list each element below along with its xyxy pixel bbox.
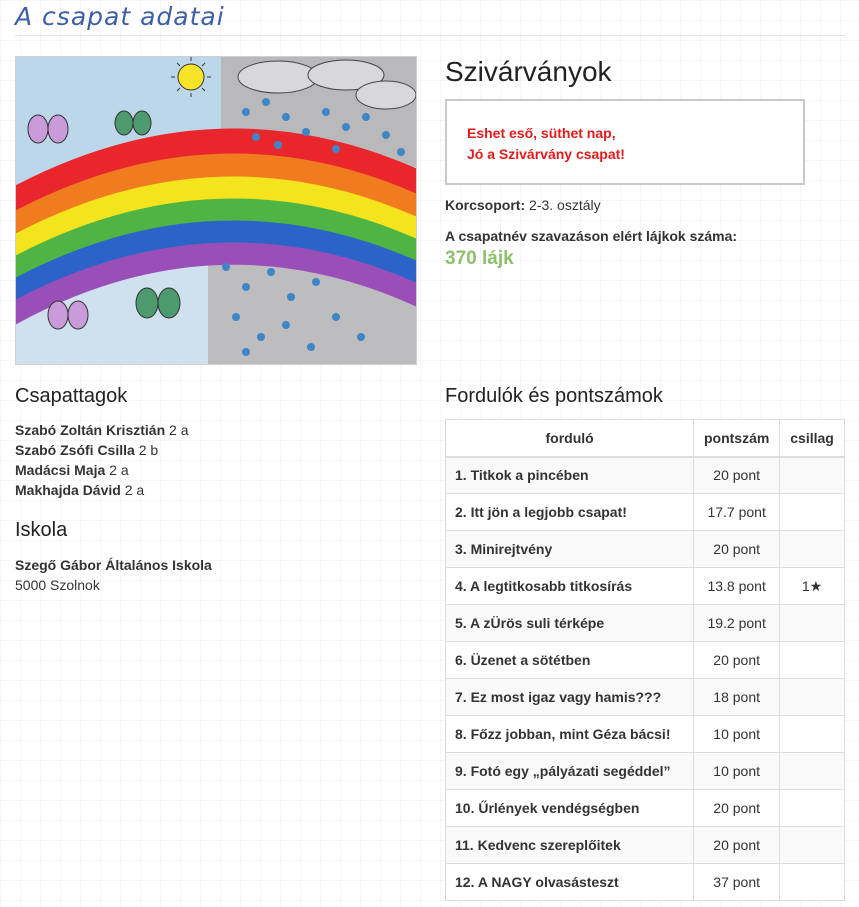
- school-city: 5000 Szolnok: [15, 577, 100, 593]
- table-row: [446, 679, 845, 716]
- table-row: [446, 531, 845, 568]
- round-score: 10 pont: [694, 753, 780, 790]
- round-name: 10. Űrlények vendégségben: [446, 790, 694, 827]
- age-group-label: Korcsoport:: [445, 197, 526, 213]
- round-name: 3. Minirejtvény: [446, 531, 694, 568]
- round-score: 19.2 pont: [694, 605, 780, 642]
- member-item: [15, 440, 188, 460]
- rounds-title: Fordulók és pontszámok: [445, 385, 663, 407]
- member-class: 2 b: [138, 442, 159, 458]
- round-stars: [780, 457, 845, 494]
- round-name: 12. A NAGY olvasásteszt: [446, 864, 694, 901]
- round-score: 10 pont: [694, 716, 780, 753]
- page-title: A csapat adatai: [15, 2, 225, 31]
- header-round: forduló: [446, 420, 694, 457]
- table-row: [446, 864, 845, 901]
- table-row: [446, 790, 845, 827]
- round-stars: [780, 605, 845, 642]
- member-name: Madácsi Maja: [15, 462, 106, 478]
- motto-box: [445, 99, 805, 185]
- round-score: 20 pont: [694, 827, 780, 864]
- school-title: Iskola: [15, 519, 68, 541]
- round-name: 6. Üzenet a sötétben: [446, 642, 694, 679]
- round-score: 13.8 pont: [694, 568, 780, 605]
- round-name: 5. A zÜrös suli térképe: [446, 605, 694, 642]
- team-name: Szivárványok: [445, 56, 612, 87]
- round-score: 20 pont: [694, 457, 780, 494]
- member-item: [15, 420, 188, 440]
- member-name: Makhajda Dávid: [15, 482, 121, 498]
- motto-line-2: Jó a Szivárvány csapat!: [467, 146, 625, 162]
- motto-line-1: Eshet eső, süthet nap,: [467, 125, 616, 141]
- school-info: [15, 555, 212, 595]
- round-score: 20 pont: [694, 790, 780, 827]
- table-row: [446, 494, 845, 531]
- likes-label: A csapatnév szavazáson elért lájkok száma:: [445, 228, 738, 244]
- member-name: Szabó Zoltán Krisztián: [15, 422, 166, 438]
- round-stars: [780, 790, 845, 827]
- table-row: [446, 827, 845, 864]
- round-score: 20 pont: [694, 642, 780, 679]
- table-row: [446, 753, 845, 790]
- round-score: 20 pont: [694, 531, 780, 568]
- table-row: [446, 568, 845, 605]
- round-stars: [780, 864, 845, 901]
- rounds-table: [445, 419, 845, 901]
- round-name: 1. Titkok a pincében: [446, 457, 694, 494]
- age-group: [445, 197, 601, 213]
- header-score: pontszám: [694, 420, 780, 457]
- round-score: 18 pont: [694, 679, 780, 716]
- member-class: 2 a: [124, 482, 145, 498]
- table-row: [446, 605, 845, 642]
- rounds-header-row: [446, 420, 845, 457]
- header-stars: csillag: [780, 420, 845, 457]
- round-stars: [780, 716, 845, 753]
- members-list: [15, 420, 188, 500]
- round-name: 9. Fotó egy „pályázati segéddel”: [446, 753, 694, 790]
- round-stars: [780, 753, 845, 790]
- member-item: [15, 480, 188, 500]
- round-stars: [780, 679, 845, 716]
- round-stars: [780, 642, 845, 679]
- round-stars: [780, 531, 845, 568]
- member-class: 2 a: [109, 462, 129, 478]
- title-divider: [15, 35, 845, 36]
- member-class: 2 a: [169, 422, 189, 438]
- member-name: Szabó Zsófi Csilla: [15, 442, 135, 458]
- round-name: 8. Főzz jobban, mint Géza bácsi!: [446, 716, 694, 753]
- round-name: 7. Ez most igaz vagy hamis???: [446, 679, 694, 716]
- round-name: 11. Kedvenc szereplőitek: [446, 827, 694, 864]
- round-stars: [780, 827, 845, 864]
- round-name: 2. Itt jön a legjobb csapat!: [446, 494, 694, 531]
- table-row: [446, 642, 845, 679]
- age-group-value: 2-3. osztály: [529, 197, 601, 213]
- member-item: [15, 460, 188, 480]
- round-score: 37 pont: [694, 864, 780, 901]
- table-row: [446, 457, 845, 494]
- round-stars: [780, 494, 845, 531]
- members-title: Csapattagok: [15, 385, 128, 407]
- round-score: 17.7 pont: [694, 494, 780, 531]
- round-stars: 1★: [780, 568, 845, 605]
- team-drawing-image: [15, 56, 417, 365]
- likes-value: 370 lájk: [445, 248, 514, 269]
- round-name: 4. A legtitkosabb titkosírás: [446, 568, 694, 605]
- school-name: Szegő Gábor Általános Iskola: [15, 557, 212, 573]
- table-row: [446, 716, 845, 753]
